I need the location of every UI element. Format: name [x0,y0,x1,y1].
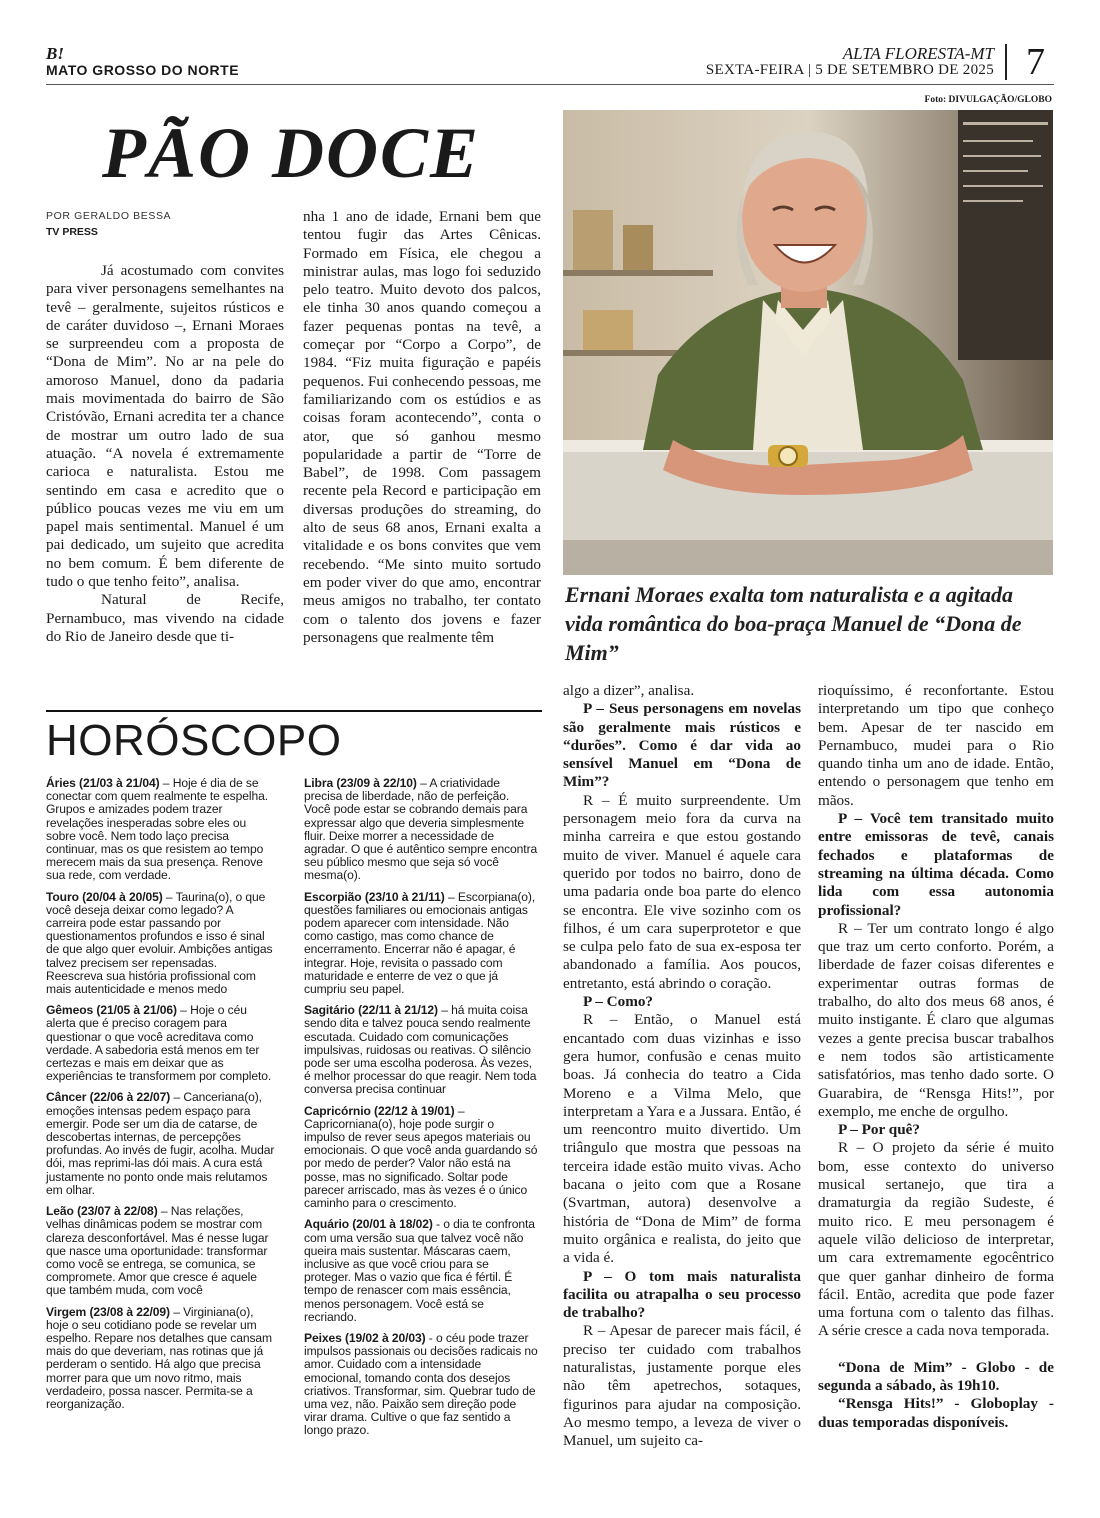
sign-name: Capricórnio (22/12 à 19/01) [304,1103,455,1118]
show-schedule: “Dona de Mim” - Globo - de segunda a sábado, às 19h10. [818,1358,1054,1394]
interview-question: P – Você tem transitado muito entre emissoras de tevê, canais fechados e plataformas de streaming na última década. Como lida com essa autonomia profissional? [818,810,1054,919]
sign-name: Peixes (19/02 à 20/03) [304,1330,426,1345]
sign-name: Gêmeos (21/05 à 21/06) [46,1003,177,1018]
article-byline: POR GERALDO BESSA [46,210,172,222]
horoscope-sign-taurus [46,891,276,997]
newspaper-brand: B! [46,44,64,63]
header-rule [46,84,1054,85]
edition-date: SEXTA-FEIRA | 5 DE SETEMBRO DE 2025 [705,62,994,78]
horoscope-sign-scorpio [304,891,538,997]
horoscope-title: HORÓSCOPO [46,716,342,765]
interview-question: P – O tom mais naturalista facilita ou atrapalha o seu processo de trabalho? [563,1267,801,1322]
article-column-3 [563,682,801,1450]
page-number: 7 [1026,41,1045,83]
sign-text: - o céu pode trazer impulsos passionais ou decisões radicais no amor. Cuidado com a intensidade emocional, tomando conta dos desejos criativos. Transformar, sim. Quebrar tudo de uma vez, não. Paixão sem direção pode virar drama. Cultive o que faz sentido a longo prazo. [304,1330,538,1438]
sign-name: Sagitário (22/11 à 21/12) [304,1003,438,1018]
article-paragraph: Natural de Recife, Pernambuco, mas vivendo na cidade do Rio de Janeiro desde que ti- [46,591,284,645]
sign-name: Leão (23/07 à 22/08) [46,1204,158,1219]
horoscope-sign-leo [46,1205,276,1297]
horoscope-sign-gemini [46,1004,276,1083]
horoscope-sign-libra [304,777,538,883]
sign-name: Touro (20/04 à 20/05) [46,889,163,904]
article-column-2 [303,208,541,647]
article-column-4 [818,682,1054,1432]
sign-text: - o dia te confronta com uma versão sua que talvez você não queira mais sustentar. Máscaras caem, inclusive as que você criou para se proteger. Mas o vazio que fica é fértil. É tempo de renascer com mais essência, menos personagem. Você está se recriando. [304,1217,535,1324]
sign-name: Escorpião (23/10 à 21/11) [304,889,445,904]
sign-text: – A criatividade precisa de liberdade, não de perfeição. Você pode estar se cobrando demais para expressar algo que deveria simplesmente fluir. Deixe morrer a necessidade de agradar. O que é autêntico sempre encontra seu público mesmo que seja só você mesma(o). [304,776,538,883]
sign-text: – há muita coisa sendo dita e talvez pouca sendo realmente escutada. Cuidado com comunicações impulsivas, ruidosas ou reativas. O silêncio pode ser uma escolha poderosa. Às vezes, é melhor processar do que reagir. Nem toda conversa precisa continuar [304,1003,537,1097]
article-agency: TV PRESS [46,226,98,238]
sign-name: Câncer (22/06 à 22/07) [46,1090,171,1105]
sign-name: Libra (23/09 à 22/10) [304,776,417,790]
header-divider [1005,44,1007,80]
photo-credit: Foto: DIVULGAÇÃO/GLOBO [924,95,1052,105]
article-column-1 [46,262,284,646]
article-paragraph: algo a dizer”, analisa. [563,682,695,699]
article-paragraph: Já acostumado com convites para viver personagens semelhantes na tevê – geralmente, sujeitos rústicos e de caráter duvidoso –, Ernani Moraes se surpreendeu com a proposta de “Dona de Mim”. No ar na pele do amoroso Manuel, dono da padaria mais movimentada do bairro de São Cristóvão, Ernani acredita ter a chance de mostrar um outro lado de sua atuação. “A novela é extremamente carioca e naturalista. Estou me sentindo em casa e acredito que o público poucas vezes me viu em um papel mais sentimental. Manuel é um pai dedicado, um sujeito que acredita no bem comum. É bem diferente de tudo o que tenho feito”, analisa. [46,262,284,591]
sign-text: – Hoje o céu alerta que é preciso coragem para questionar o que você acreditava como verdade. A sabedoria está menos em ter certezas e mais em deixar que as experiências te transformem por completo. [46,1003,272,1084]
sign-name: Virgem (23/08 à 22/09) [46,1304,170,1319]
article-paragraph: rioquíssimo, é reconfortante. Estou interpretando um tipo que conheço bem. Apesar de ter nascido em Pernambuco, mudei para o Rio quando tinha um ano de idade. Então, entendo o personagem que tenho em mãos. [818,682,1054,809]
article-title: PÃO DOCE [102,113,481,193]
sign-text: – Nas relações, velhas dinâmicas podem se mostrar com clareza desconfortável. Mas é nesse lugar que nasce uma oportunidade: transformar como você se entrega, se comunica, se compromete. Amor que cresce é aquele que também muda, com você [46,1204,269,1298]
interview-answer: R – O projeto da série é muito bom, esse contexto do universo musical sertanejo, que tira a dramaturgia da região Sudeste, é muito rico. E meu personagem é aquele vilão delicioso de interpretar, um cara extremamente egocêntrico que quer ganhar dinheiro de forma fácil. Então, acredita que pode fazer uma fortuna com o talento das filhas. A série cresce a cada nova temporada. [818,1139,1054,1340]
horoscope-sign-cancer [46,1091,276,1197]
horoscope-sign-sagittarius [304,1004,538,1096]
interview-answer: R – Então, o Manuel está encantado com duas vizinhas e isso gera humor, confusão e cenas muito boas. Já conhecia do teatro a Cida Moreno e a Vilma Melo, que interpretam a Yara e a Jussara. Então, é um reencontro muito divertido. Um triângulo que mostra que pessoas na terceira idade estão muito vivas. Acho bacana o jeito com que a Rosane (Svartman, autora) desenvolve a história de “Dona de Mim” de forma muito orgânica e realista, do jeito que a vida é. [563,1011,801,1267]
horoscope-sign-aries [46,777,276,883]
article-paragraph: nha 1 ano de idade, Ernani bem que tentou fugir das Artes Cênicas. Formado em Física, ele chegou a ministrar aulas, mas logo foi seduzido pelo teatro. Muito devoto dos palcos, ele tinha 30 anos quando começou a fazer pequenas pontas na tevê, a começar por “Corpo a Corpo”, de 1984. “Fiz muita figuração e papéis pequenos. Fui conhecendo pessoas, me familiarizando com os estúdios e as coisas foram acontecendo”, conta o ator, que só ganhou mesmo popularidade a partir de “Torre de Babel”, de 1998. Com passagem recente pela Record e participação em diversas produções do streaming, do alto de seus 68 anos, Ernani exalta a vitalidade e os bons convites que vem recebendo. “Me sinto muito sortudo em poder viver do que amo, encontrar meus amigos no trabalho, ter contato com o talento dos jovens e fazer personagens que realmente têm [303,208,541,646]
sign-name: Áries (21/03 à 21/04) [46,776,160,790]
photo-ernani-moraes [563,110,1053,575]
interview-question: P – Como? [583,993,654,1011]
horoscope-column-right [304,777,538,1446]
horoscope-sign-pisces [304,1332,538,1438]
horoscope-sign-aquarius [304,1218,538,1324]
sign-text: – Capricorniana(o), hoje pode surgir o impulso de rever seus apegos materiais ou emocionais. O que você anda guardando só por medo de perder? Valor não está na posse, mas no significado. Soltar pode parecer arriscado, mas às vezes é o único caminho para o crescimento. [304,1103,538,1211]
show-schedule: “Rensga Hits!” - Globoplay - duas temporadas disponíveis. [818,1395,1054,1431]
horoscope-column-left [46,777,276,1419]
sign-text: – Virginiana(o), hoje o seu cotidiano pode se revelar um espelho. Repare nos detalhes que cansam mais do que deveriam, nas rotinas que já perderam o sentido. Há algo que precisa morrer para que um novo ritmo, mais verdadeiro, possa nascer. Permita-se a reorganização. [46,1304,273,1411]
interview-question: P – Seus personagens em novelas são geralmente mais rústicos e “durões”. Como é dar vida ao sensível Manuel em “Dona de Mim”? [563,700,801,791]
interview-answer: R – É muito surpreendente. Um personagem meio fora da curva na minha carreira e que estou gostando muito de viver. Manuel é aquele cara querido por todos no bairro, dono de uma padaria onde boa parte do elenco se encontra. Ele vive sozinho com os filhos, é um cara superprotetor e que se culpa pelo fato de sua ex-esposa ter abandonado a família. Aos poucos, entretanto, está abrindo o coração. [563,791,801,992]
photo-caption: Ernani Moraes exalta tom naturalista e a agitada vida romântica do boa-praça Manuel de “Dona de Mim” [565,582,1022,665]
interview-answer: R – Ter um contrato longo é algo que traz um certo conforto. Porém, a liberdade de fazer coisas diferentes e experimentar outras formas de trabalho, do alto dos meus 68 anos, é muito instigante. É claro que algumas vezes a gente precisa buscar trabalhos e nem todos são artisticamente satisfatórios, mas tenho dado sorte. O Guarabira, de “Rensga Hits!”, por exemplo, me enche de orgulho. [818,919,1054,1120]
horoscope-sign-virgo [46,1306,276,1412]
interview-question: P – Por quê? [838,1121,920,1139]
sign-text: – Escorpiana(o), questões familiares ou emocionais antigas podem aparecer com intensidade. Não como castigo, mas como chance de encerramento. Encerrar não é apagar, é integrar. Hoje, revisita o passado com maturidade e enterre de vez o que já cumpriu seu papel. [304,889,536,997]
sign-text: – Hoje é dia de se conectar com quem realmente te espelha. Grupos e amizades podem trazer revelações inesperadas sobre eles ou sobre você. Nem todo laço precisa continuar, mas os que resistem ao tempo merecem mais da sua presença. Renove sua rede, com verdade. [46,776,268,883]
sign-text: – Canceriana(o), emoções intensas pedem espaço para emergir. Pode ser um dia de catarse, de descobertas internas, de percepções profundas. Ao invés de fugir, acolha. Mudar dói, mas reprimi-las dói mais. A cura está justamente no ponto onde mais relutamos em olhar. [46,1090,275,1197]
interview-answer: R – Apesar de parecer mais fácil, é preciso ter cuidado com trabalhos naturalistas, justamente porque eles não têm apetrechos, sotaques, figurinos para ajudar na composição. Ao mesmo tempo, a leveza de viver o Manuel, um sujeito ca- [563,1322,801,1450]
article-photo [563,110,1053,575]
sign-text: – Taurina(o), o que você deseja deixar como legado? A carreira pode estar passando por questionamentos profundos e isso é sinal de que algo quer evoluir. Ambições antigas talvez precisem ser repensadas. Reescreva sua história profissional com mais autenticidade e menos medo [46,889,273,997]
section-name: MATO GROSSO DO NORTE [46,62,240,78]
horoscope-sign-capricorn [304,1105,538,1211]
edition-city: ALTA FLORESTA-MT [842,44,994,63]
paragraph-spacer [818,1341,1054,1359]
sign-name: Aquário (20/01 à 18/02) [304,1217,433,1232]
horoscope-rule [46,710,542,712]
